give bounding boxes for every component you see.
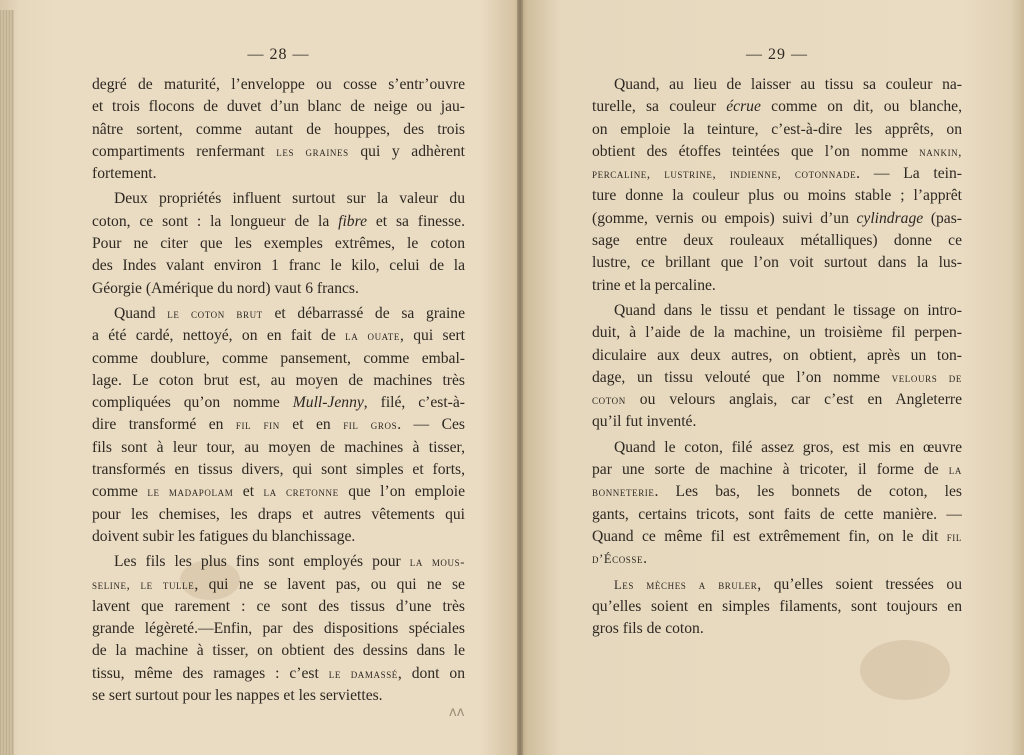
- text-line: [92, 481, 465, 503]
- small-caps-term: bonneterie: [592, 485, 655, 500]
- text-line: [92, 255, 465, 277]
- text-line: [592, 574, 962, 596]
- text-run: (pas-: [923, 209, 962, 227]
- text-run: coton, ce sont : la longueur de la: [92, 212, 339, 230]
- text-line: [92, 74, 465, 96]
- text-run: Les fils les plus fins sont employés pour: [114, 553, 410, 571]
- text-run: transformés en tissus divers, qui sont simples et forts,: [92, 461, 465, 479]
- text-line: [92, 504, 465, 526]
- text-run: doivent subir les fatigues du blanchissage.: [92, 527, 356, 545]
- text-line: [592, 481, 962, 503]
- left-page: [92, 0, 465, 755]
- text-run: et trois flocons de duvet d’un blanc de neige ou jau-: [92, 98, 465, 116]
- text-line: [592, 119, 962, 141]
- text-run: lustre, ce brillant que l’on voit surtout dans la lus-: [592, 254, 962, 272]
- text-run: et sa finesse.: [367, 212, 465, 230]
- text-run: , qui sert: [399, 327, 465, 345]
- text-run: (gomme, vernis ou empois) suivi d’un: [592, 209, 857, 227]
- text-line: [592, 163, 962, 185]
- text-line: [592, 459, 962, 481]
- small-caps-term: la cretonne: [263, 485, 339, 500]
- small-caps-term: coton: [592, 393, 626, 408]
- text-run: et en: [279, 416, 344, 434]
- text-line: [92, 392, 465, 414]
- small-caps-term: velours de: [891, 370, 962, 385]
- text-run: . — La tein-: [856, 165, 962, 183]
- small-caps-term: fil: [946, 529, 962, 544]
- text-run: diculaire aux deux autres, on obtient, après un ton-: [592, 346, 962, 364]
- small-caps-term: le madapolam: [147, 485, 234, 500]
- italic-term: écrue: [726, 98, 761, 116]
- text-line: [92, 163, 465, 185]
- text-run: degré de maturité, l’enveloppe ou cosse s’entr’ouvre: [92, 76, 465, 93]
- text-run: dage, un tissu velouté que l’on nomme: [592, 368, 892, 386]
- text-line: [92, 574, 465, 596]
- text-line: [92, 325, 465, 347]
- text-run: de la machine à tisser, on obtient des dessins dans le: [92, 642, 465, 660]
- text-run: , filé, c’est-à-: [363, 394, 465, 412]
- small-caps-term: d’Écosse: [592, 552, 644, 567]
- text-run: qu’il fut inventé.: [592, 413, 697, 431]
- text-line: [92, 685, 465, 707]
- text-run: fortement.: [92, 165, 157, 183]
- text-line: [592, 252, 962, 274]
- text-run: par une sorte de machine à tricoter, il forme de: [592, 461, 949, 479]
- text-line: [592, 96, 962, 118]
- text-run: compliquées qu’on nomme: [92, 394, 293, 412]
- text-line: [92, 303, 465, 325]
- text-line: [592, 411, 962, 433]
- small-caps-term: le coton brut: [167, 306, 263, 321]
- text-run: et: [233, 483, 264, 501]
- text-line: [92, 96, 465, 118]
- text-run: turelle, sa couleur: [592, 98, 727, 116]
- text-run: des Indes valant environ 1 franc le kilo, celui de la: [92, 257, 465, 275]
- page-number: — 29 —: [746, 46, 808, 63]
- text-line: [592, 596, 962, 618]
- text-run: dire transformé en: [92, 416, 236, 434]
- text-run: , qu’elles soient tressées ou: [757, 575, 962, 593]
- text-run: obtient des étoffes teintées que l’on nomme: [592, 142, 920, 160]
- text-line: [592, 548, 962, 570]
- text-line: [92, 663, 465, 685]
- text-line: [592, 230, 962, 252]
- text-run: Quand: [114, 304, 168, 322]
- text-run: .: [643, 550, 648, 568]
- text-run: , dont on: [397, 664, 465, 682]
- italic-term: cylindrage: [856, 209, 924, 227]
- text-run: tissu, même des ramages : c’est: [92, 664, 329, 682]
- text-line: [92, 459, 465, 481]
- text-line: [92, 211, 465, 233]
- text-run: Quand ce même fil est extrêmement fin, on le dit: [592, 527, 947, 545]
- text-run: compartiments renfermant: [92, 142, 277, 160]
- text-line: [92, 278, 465, 300]
- small-caps-term: fil fin: [235, 418, 280, 433]
- text-line: [592, 141, 962, 163]
- text-run: lavent que rarement : ce sont des tissus d’une très: [92, 597, 465, 615]
- text-run: . Les bas, les bonnets de coton, les: [654, 483, 962, 501]
- text-run: fils sont à leur tour, au moyen de machines à tisser,: [92, 438, 465, 456]
- text-line: [92, 348, 465, 370]
- page-number: — 28 —: [247, 46, 310, 63]
- text-line: [592, 526, 962, 548]
- small-caps-term: Les mèches a bruler: [614, 577, 758, 592]
- text-run: et débarrassé de sa graine: [262, 304, 465, 322]
- text-line: [592, 504, 962, 526]
- pencil-mark: ʌʌ: [449, 705, 465, 720]
- text-line: [592, 185, 962, 207]
- text-line: [92, 233, 465, 255]
- small-caps-term: les graines: [276, 144, 349, 159]
- text-line: [92, 119, 465, 141]
- small-caps-term: la: [948, 463, 962, 478]
- text-line: [92, 188, 465, 210]
- text-run: comme on dit, ou blanche,: [760, 98, 962, 116]
- text-run: lage. Le coton brut est, au moyen de machines très: [92, 371, 465, 389]
- text-line: [592, 300, 962, 322]
- text-line: [92, 596, 465, 618]
- text-run: ture donne la couleur plus ou moins stable ; l’apprêt: [592, 187, 962, 205]
- text-run: a été cardé, nettoyé, on en fait de: [92, 327, 346, 345]
- small-caps-term: fil gros: [343, 418, 398, 433]
- text-line: [592, 389, 962, 411]
- text-run: Pour ne citer que les exemples extrêmes, le coton: [92, 235, 465, 253]
- text-line: [592, 345, 962, 367]
- text-line: [592, 618, 962, 640]
- small-caps-term: percaline, lustrine, indienne, cotonnade: [592, 167, 857, 182]
- text-run: duit, à l’aide de la machine, un troisième fil perpen-: [592, 324, 962, 342]
- page-text: [92, 74, 465, 707]
- text-line: [592, 437, 962, 459]
- text-run: , qui ne se lavent pas, ou qui ne se: [194, 575, 465, 593]
- text-run: que l’on emploie: [338, 483, 465, 501]
- italic-term: fibre: [338, 212, 368, 230]
- italic-term: Mull-Jenny: [292, 394, 364, 412]
- page-edges: [0, 10, 14, 755]
- text-run: gants, certains tricots, sont faits de cette manière. —: [592, 505, 962, 523]
- text-line: [92, 526, 465, 548]
- text-line: [592, 322, 962, 344]
- text-line: [92, 141, 465, 163]
- small-caps-term: la mous-: [409, 555, 465, 570]
- small-caps-term: la ouate: [345, 329, 400, 344]
- text-run: sage entre deux rouleaux métalliques) donne ce: [592, 232, 962, 250]
- text-line: [92, 414, 465, 436]
- text-run: grande légèreté.—Enfin, par des dispositions spéciales: [92, 620, 465, 638]
- text-run: se sert surtout pour les nappes et les serviettes.: [92, 687, 383, 705]
- text-run: Deux propriétés influent surtout sur la valeur du: [114, 190, 465, 208]
- text-run: pour les chemises, les draps et autres vêtements qui: [92, 505, 465, 523]
- small-caps-term: seline, le tulle: [92, 577, 195, 592]
- text-run: on emploie la teinture, c’est-à-dire les apprêts, on: [592, 120, 962, 138]
- text-run: Géorgie (Amérique du nord) vaut 6 francs.: [92, 279, 359, 297]
- text-line: [592, 74, 962, 96]
- text-run: comme: [92, 483, 148, 501]
- text-line: [592, 367, 962, 389]
- text-run: qu’elles soient en simples filaments, sont toujours en: [592, 597, 962, 615]
- text-run: trine et la percaline.: [592, 276, 716, 294]
- text-run: nâtre sortent, comme autant de houppes, des trois: [92, 120, 465, 138]
- text-line: [92, 640, 465, 662]
- text-line: [92, 370, 465, 392]
- text-line: [592, 208, 962, 230]
- text-run: Quand, au lieu de laisser au tissu sa couleur na-: [614, 76, 962, 93]
- small-caps-term: le damassé: [328, 666, 398, 681]
- text-line: [592, 275, 962, 297]
- small-caps-term: nankin,: [919, 144, 962, 159]
- text-run: qui y adhèrent: [348, 142, 465, 160]
- page-text: [592, 74, 962, 640]
- right-page: [592, 0, 962, 755]
- text-run: comme doublure, comme pansement, comme embal-: [92, 349, 465, 367]
- text-run: gros fils de coton.: [592, 620, 704, 638]
- book-gutter: [517, 0, 523, 755]
- text-run: Quand le coton, filé assez gros, est mis en œuvre: [614, 438, 962, 456]
- text-run: Quand dans le tissu et pendant le tissage on intro-: [614, 301, 962, 319]
- text-line: [92, 551, 465, 573]
- text-run: . — Ces: [397, 416, 465, 434]
- text-line: [92, 437, 465, 459]
- text-line: [92, 618, 465, 640]
- text-run: ou velours anglais, car c’est en Angleterre: [625, 391, 962, 409]
